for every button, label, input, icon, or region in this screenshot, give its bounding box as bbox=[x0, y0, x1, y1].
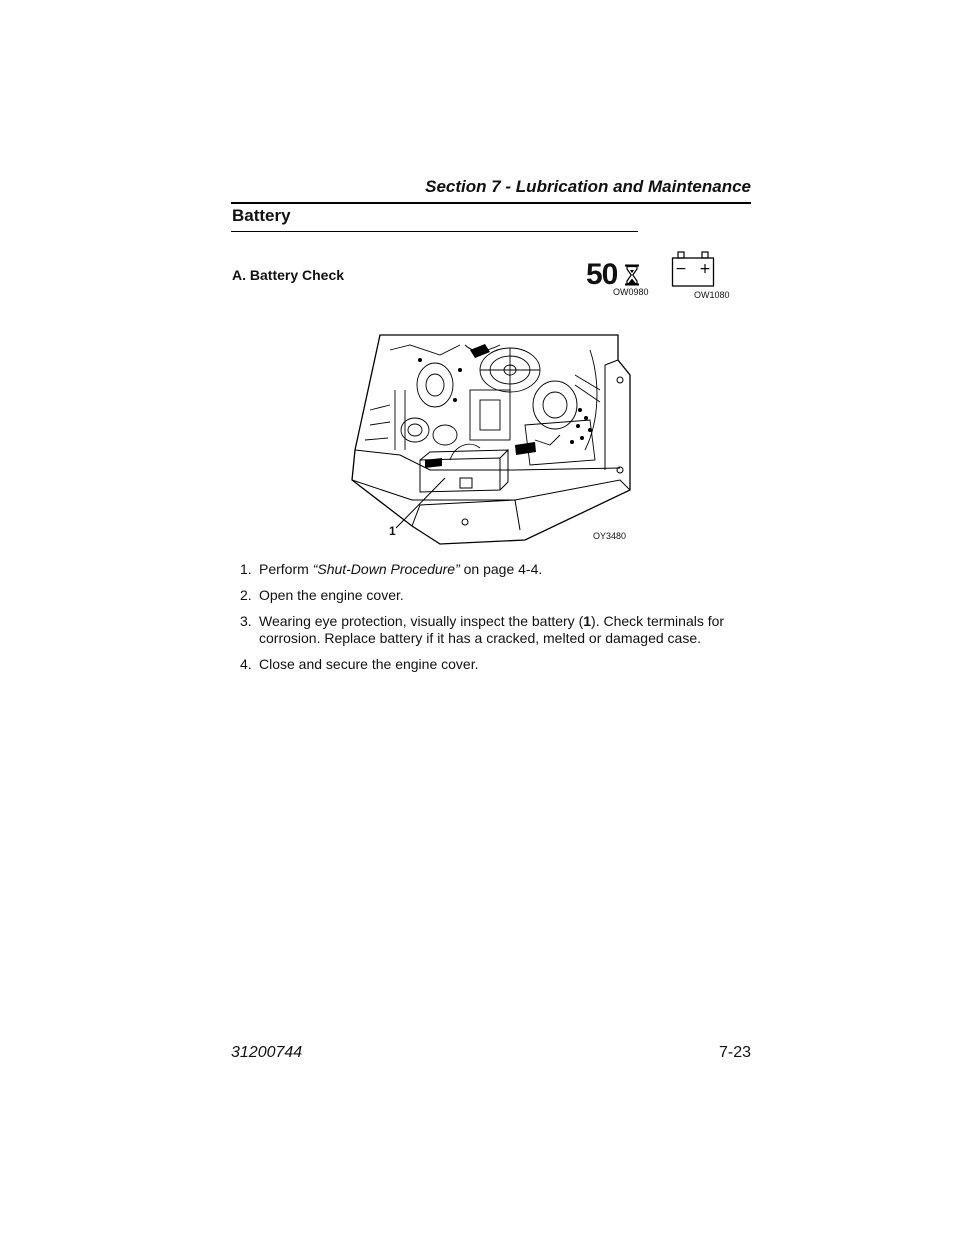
battery-plus: + bbox=[699, 261, 711, 277]
topic-title: Battery bbox=[232, 206, 291, 225]
topic-heading bbox=[231, 205, 638, 232]
battery-callout-number: 1 bbox=[389, 524, 396, 538]
procedure-reference: “Shut-Down Procedure” bbox=[312, 561, 460, 577]
section-title: Section 7 - Lubrication and Maintenance bbox=[425, 177, 751, 196]
battery-minus: − bbox=[675, 261, 687, 277]
subsection-title: A. Battery Check bbox=[232, 267, 345, 283]
section-header bbox=[231, 176, 751, 204]
figure-image-code: OY3480 bbox=[593, 531, 627, 541]
hourglass-icon bbox=[624, 264, 640, 286]
procedure-steps bbox=[240, 561, 740, 682]
battery-image-code: OW1080 bbox=[694, 290, 730, 300]
page-number: 7-23 bbox=[718, 1044, 751, 1061]
step-item bbox=[240, 656, 740, 673]
step-text: on page 4-4. bbox=[459, 561, 543, 577]
battery-icon bbox=[671, 251, 715, 287]
step-text: Perform bbox=[259, 561, 313, 577]
step-text: Close and secure the engine cover. bbox=[259, 656, 479, 672]
interval-image-code: OW0980 bbox=[613, 287, 649, 297]
step-number: 3. bbox=[240, 613, 252, 629]
battery-callout-reference: 1 bbox=[583, 613, 592, 629]
step-item bbox=[240, 587, 740, 604]
step-text: Open the engine cover. bbox=[259, 587, 404, 603]
step-number: 4. bbox=[240, 656, 252, 672]
step-item bbox=[240, 613, 740, 647]
service-interval-hours: 50 bbox=[586, 258, 618, 291]
step-text: Wearing eye protection, visually inspect the battery ( bbox=[259, 613, 584, 629]
step-number: 1. bbox=[240, 561, 252, 577]
step-number: 2. bbox=[240, 587, 252, 603]
engine-compartment-illustration bbox=[350, 330, 640, 550]
document-number: 31200744 bbox=[231, 1044, 303, 1061]
step-text: ). Check terminals for corrosion. Replace battery if it has a cracked, melted or damaged case. bbox=[259, 613, 725, 646]
step-item bbox=[240, 561, 740, 578]
